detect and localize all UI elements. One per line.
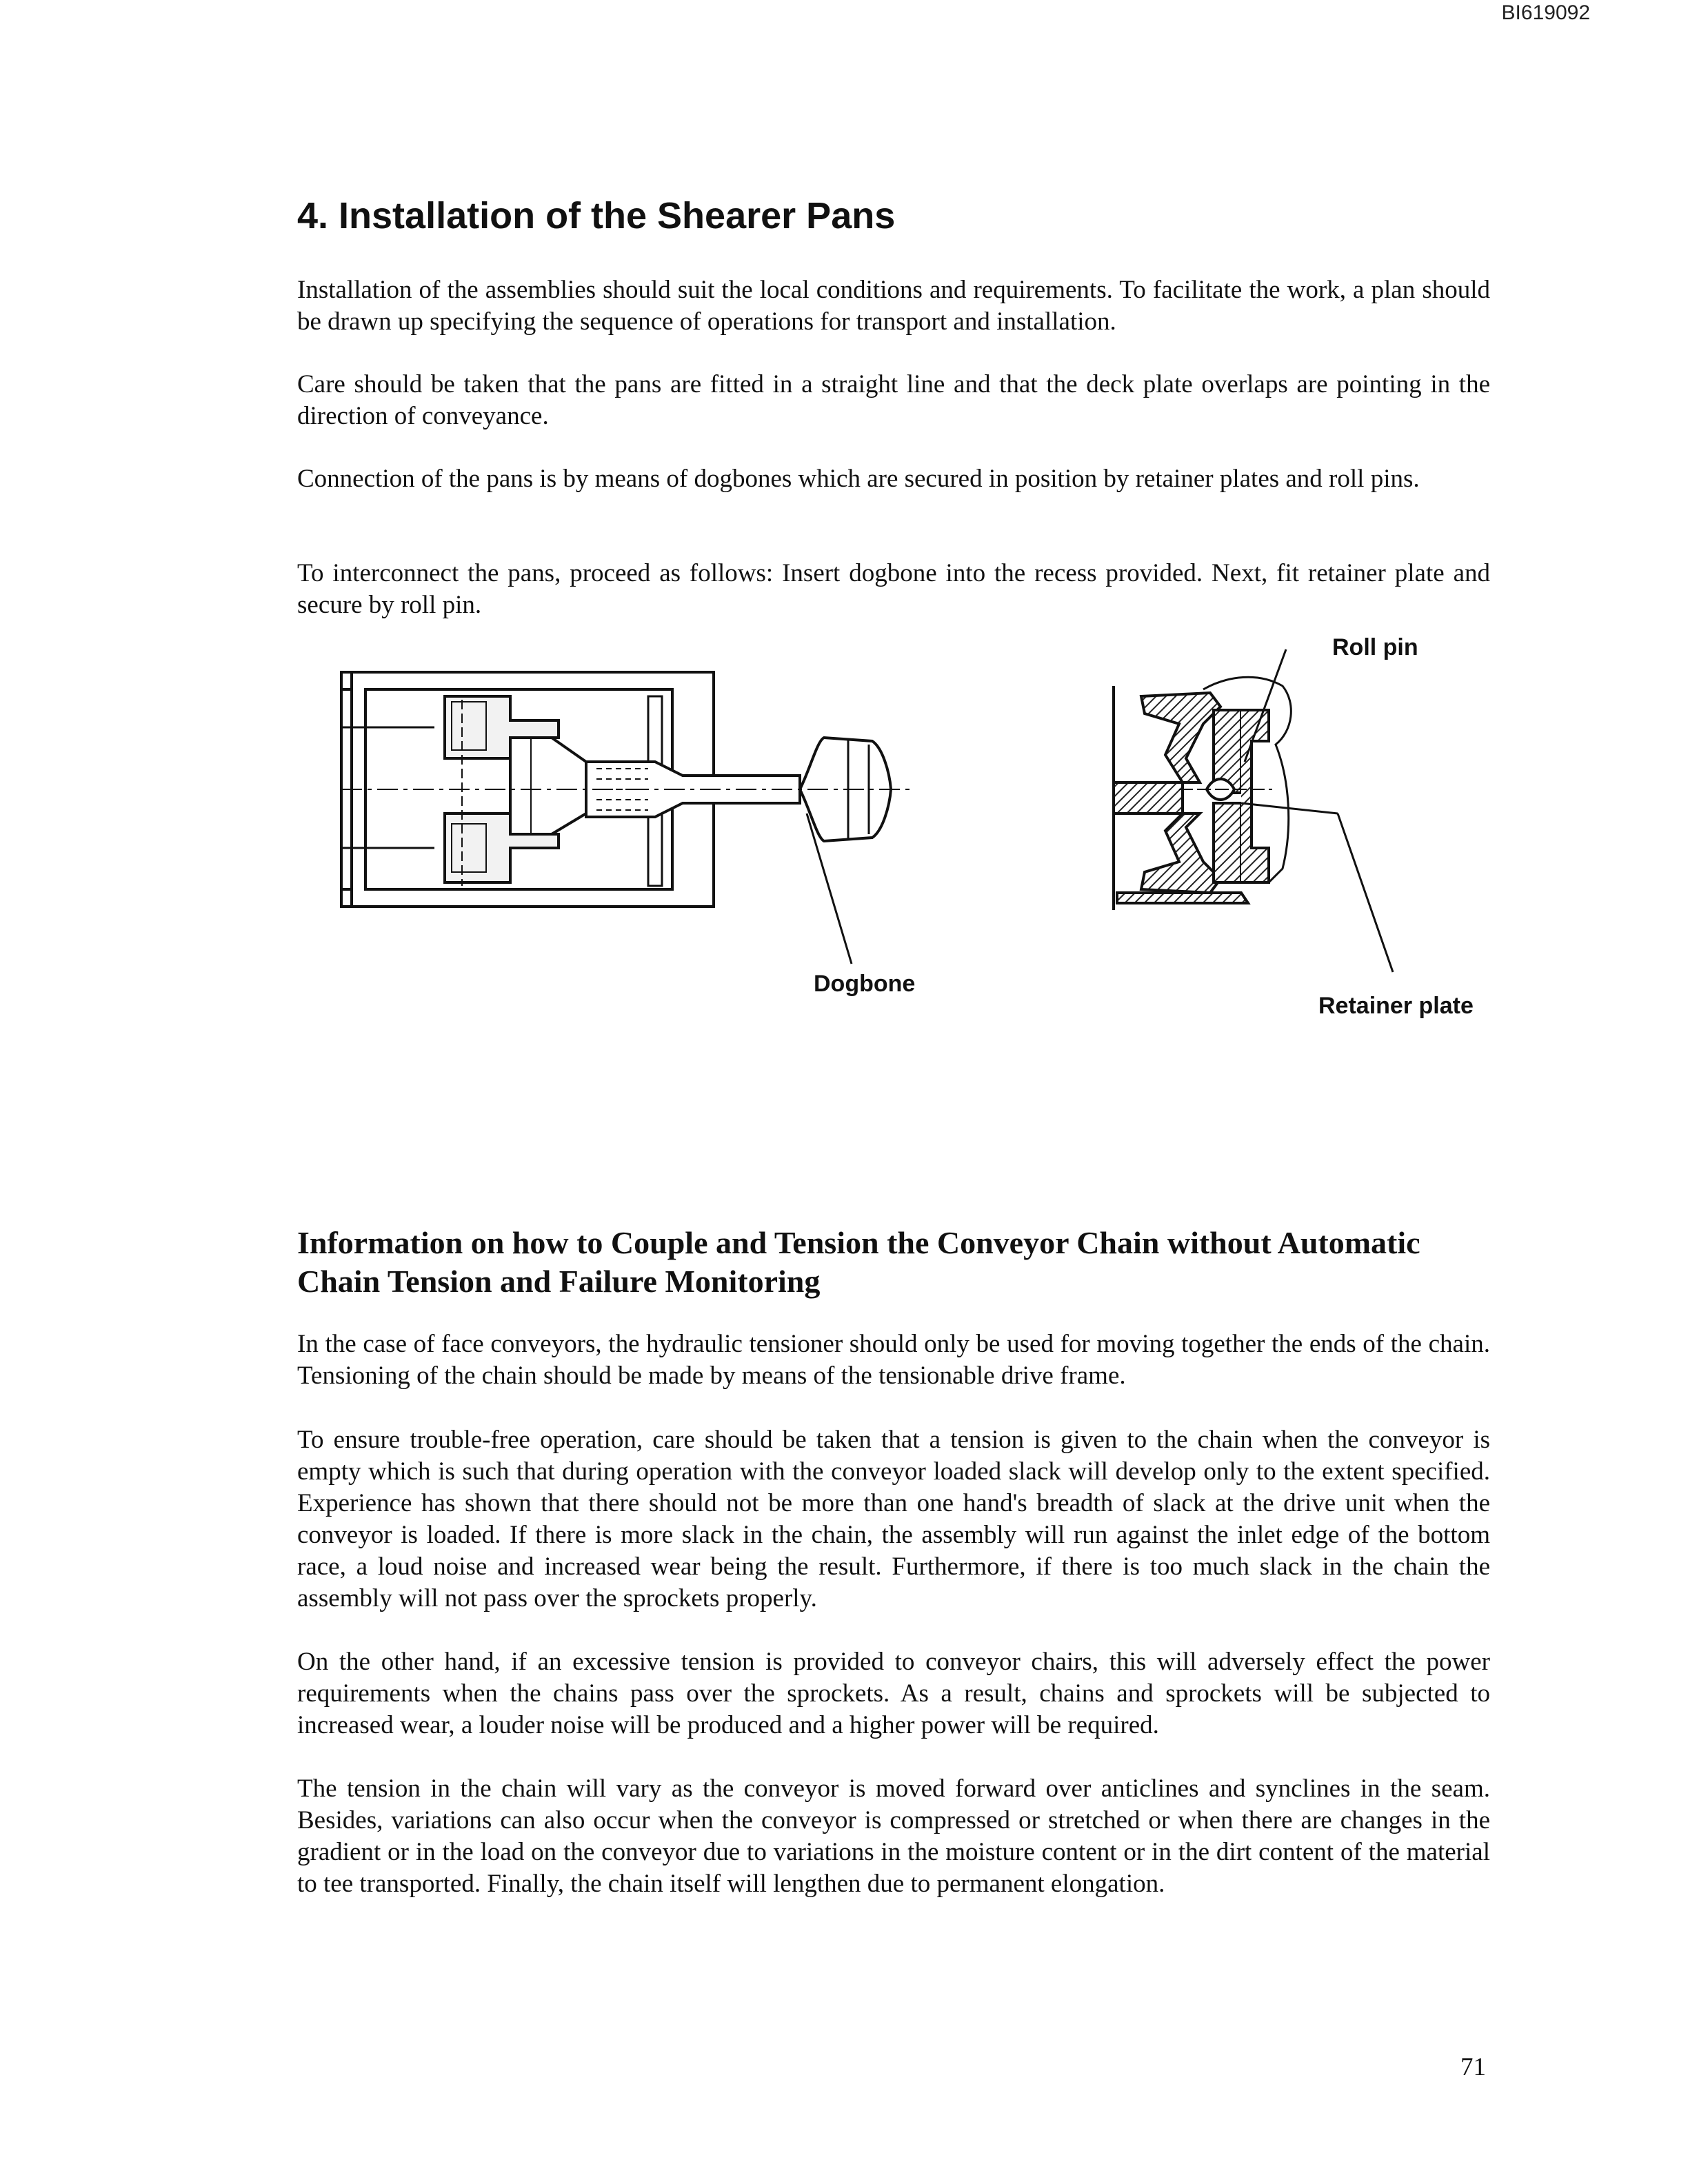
section-title-chain-tension: Information on how to Couple and Tension the Conveyor Chain without Automatic Chain Tension and Failure Monitoring [297,1225,1420,1299]
paragraph-installation-plan: Installation of the assemblies should suit the local conditions and requirements. To facilitate the work, a plan should be drawn up specifying the sequence of operations for transport and installation. [297,276,1490,336]
paragraph-excessive-tension: On the other hand, if an excessive tension is provided to conveyor chairs, this will adversely effect the power requirements when the chains pass over the sprockets. As a result, chains and sprockets will be subjected to increased wear, a louder noise will be produced and a higher power will be required. [297,1648,1490,1739]
section-title-installation: 4. Installation of the Shearer Pans [297,195,896,236]
dogbone-drawing [341,672,910,964]
label-retainer-plate: Retainer plate [1318,993,1474,1019]
paragraph-dogbones: Connection of the pans is by means of dogbones which are secured in position by retainer plates and roll pins. [297,465,1420,493]
paragraph-tension-variation: The tension in the chain will vary as the conveyor is moved forward over anticlines and synclines in the seam. Besides, variations can also occur when the conveyor is compressed or stretched or when there are changes in the gradient or in the load on the conveyor due to variations in the moisture content or in the dirt content of the material to tee transported. Finally, the chain itself will lengthen due to permanent elongation. [297,1775,1490,1898]
page-number: 71 [1460,2053,1486,2081]
paragraph-hydraulic-tensioner: In the case of face conveyors, the hydraulic tensioner should only be used for moving together the ends of the chain. Tensioning of the chain should be made by means of the tensionable drive frame. [297,1330,1490,1390]
paragraph-trouble-free: To ensure trouble-free operation, care should be taken that a tension is given to the chain when the conveyor is empty which is such that during operation with the conveyor loaded slack will develop only to the extent specified. Experience has shown that there should not be more than one hand's breadth of slack at the drive unit when the conveyor is loaded. If there is more slack in the chain, the assembly will run against the inlet edge of the bottom race, a loud noise and increased wear being the result. Furthermore, if there is too much slack in the chain the assembly will not pass over the sprockets properly. [297,1426,1490,1612]
label-dogbone: Dogbone [814,971,916,997]
pan-connection-diagram [324,620,1510,1034]
label-roll-pin: Roll pin [1332,634,1418,660]
pan-connection-figure [324,620,1510,1034]
document-id: BI619092 [1501,1,1590,24]
paragraph-straight-line: Care should be taken that the pans are fitted in a straight line and that the deck plate overlaps are pointing in the direction of conveyance. [297,370,1490,430]
retainer-section-drawing [1114,649,1393,972]
paragraph-interconnect: To interconnect the pans, proceed as follows: Insert dogbone into the recess provided. Next, fit retainer plate and secure by roll pin. [297,559,1490,619]
